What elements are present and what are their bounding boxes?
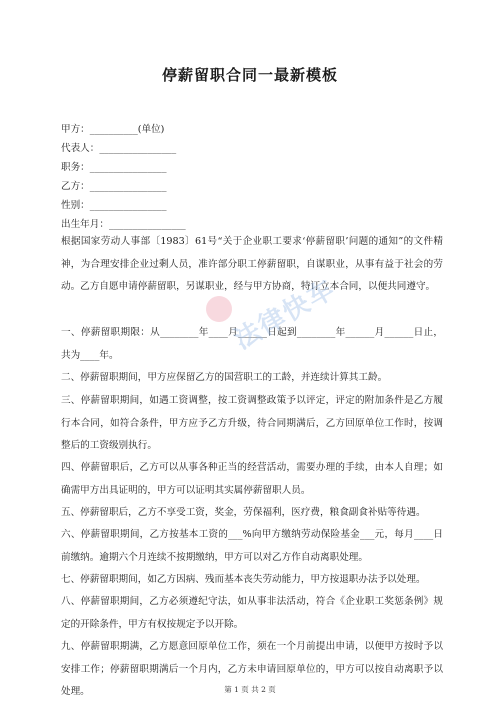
intro-paragraph: 根据国家劳动人事部〔1983〕61号“关于企业职工要求‘停薪留职’问题的通知”的文件精神，为合理安排企业过剩人员，准许部分职工停薪留职，自谋职业，从事有益于社会的劳动。乙方自愿申请停薪留职，另谋职业，经与甲方协商，特订立本合同，以便共同遵守。 [61, 236, 443, 292]
clause-8: 八、停薪留职期间，乙方必须遵纪守法，如从事非法活动，符合《企业职工奖惩条例》规定的开除条件，甲方有权按规定予以开除。 [61, 596, 443, 630]
clause-7: 七、停薪留职期间，如乙方因病、残而基本丧失劳动能力，甲方按退职办法予以处理。 [61, 574, 426, 585]
clause-3: 三、停薪留职期间，如遇工资调整，按工资调整政策予以评定，评定的附加条件是乙方履行本合同，如符合条件，甲方应予乙方升级，待合同期满后，乙方回原单位工作时，按调整后的工资级别执行。 [61, 395, 443, 451]
page-footer: 第 1 页 共 2 页 [224, 685, 276, 694]
clause-1: 一、停薪留职期限：从________年____月______日起到________年______月______日止，共为____年。 [61, 327, 443, 361]
clause-5: 五、停薪留职后，乙方不享受工资，奖金，劳保福利，医疗费，粮食副食补贴等待遇。 [61, 507, 426, 518]
watermark: 法律快车 [229, 273, 342, 356]
field-party-b: 乙方：________________ [61, 181, 167, 192]
field-representative: 代表人：________________ [61, 143, 177, 154]
field-party-a: 甲方：__________(单位) [61, 124, 165, 135]
field-gender: 性别：________________ [61, 200, 167, 211]
document-title: 停薪留职合同一最新模板 [161, 66, 338, 84]
clause-4: 四、停薪留职后，乙方可以从事各种正当的经营活动，需要办理的手续，由本人自理；如确需甲方出具证明的，甲方可以证明其实属停薪留职人员。 [61, 462, 443, 496]
field-birth-date: 出生年月：________________ [61, 219, 186, 230]
clause-9: 九、停薪留职期满，乙方愿意回原单位工作，须在一个月前提出申请，以便甲方按时予以安排工作；停薪留职期满后一个月内，乙方未申请回原单位的，甲方可以按自动离职予以处理。 [61, 641, 443, 697]
clause-6: 六、停薪留职期间，乙方按基本工资的___%向甲方缴纳劳动保险基金___元，每月____日前缴纳。逾期六个月连续不按期缴纳，甲方可以对乙方作自动离职处理。 [61, 529, 443, 563]
clause-2: 二、停薪留职期间，甲方应保留乙方的国营职工的工龄，并连续计算其工龄。 [61, 372, 388, 383]
field-position: 职务：________________ [61, 162, 167, 173]
